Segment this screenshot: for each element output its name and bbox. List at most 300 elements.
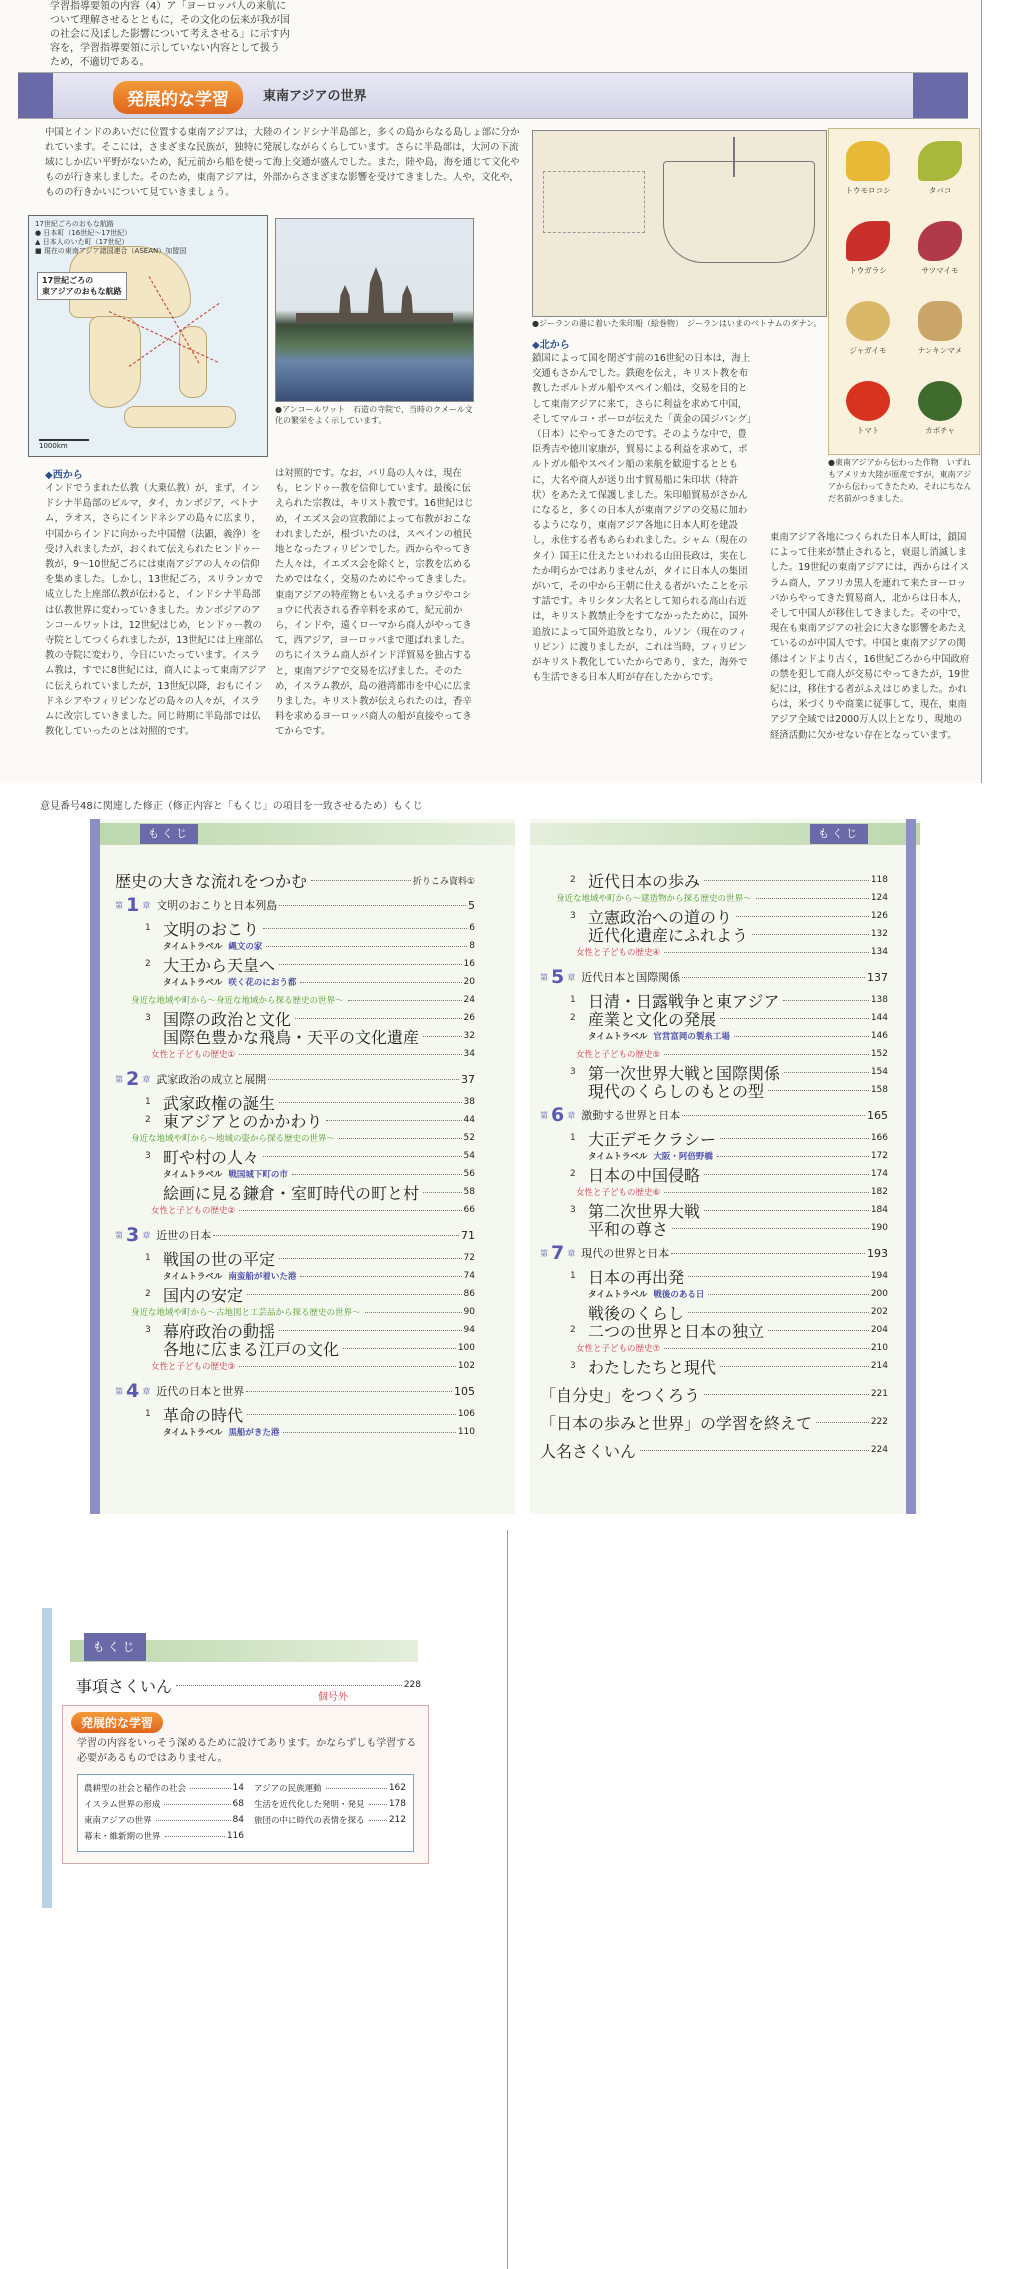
advanced-topic-row[interactable] xyxy=(84,1781,244,1795)
advanced-topic-row[interactable] xyxy=(254,1797,406,1811)
toc-title-text: 革命の時代 xyxy=(163,1405,244,1425)
page-number: 72 xyxy=(463,1253,475,1263)
page-number: 214 xyxy=(870,1361,888,1371)
toc-sec-row[interactable] xyxy=(145,1249,475,1269)
toc-sec-row[interactable] xyxy=(145,1405,475,1425)
column-migrants: 東南アジア各地につくられた日本人町は，鎖国によって往来が禁止されると，衰退し消滅しました。19世紀の東南アジアには，西からはイスラム商人，アフリカ黒人を連れて来たヨーロッパからやってきた貿易商人，北からは日本人，そして中国人が移住してきました。その中で，現在も東南アジアの社会に大きな影響をあたえているのが中国人です。中国と東南アジアの関係はインドより古く，16世紀ごろから中国政府の禁を犯して商人が交易にやってきたが，19世紀には，移住する者がふえはじめました。かれらは，米づくりや商業に従事して，現在，東南アジア全域では2000万人以上となり，現地の経済活動に欠かせない存在となっています。 xyxy=(770,532,970,741)
toc-title-text: 戦国城下町の市 xyxy=(228,1170,288,1180)
toc-title xyxy=(576,1342,662,1354)
toc-red-row[interactable] xyxy=(576,945,888,959)
toc-title-text: 身近な地域や町から～古地図と工芸品から探る歴史の世界～ xyxy=(131,1308,361,1318)
page-number: 56 xyxy=(463,1169,475,1179)
toc-green-row[interactable] xyxy=(131,1305,475,1319)
town-drawing xyxy=(543,171,645,233)
chapter-suffix: 章 xyxy=(567,972,576,982)
toc-title xyxy=(588,869,702,892)
toc-sec-row[interactable] xyxy=(570,991,888,1011)
page-number: 178 xyxy=(388,1799,406,1809)
column-religion: は対照的です。なお，バリ島の人々は，現在も，ヒンドゥー教を信仰しています。最後に伝えられた宗教は，キリスト教です。16世紀はじめ，イエズス会の宣教師によって布教がおこなわれましたが，根づいたのは，スペインの植民地となったフィリピンでした。西からやってきた人々は，イエズス会を除くと，宗教を広めるためではなく，交易のためにやってきました。東南アジアの特産物ともいえるチョウジやコショウに代表される香辛料を求めて，紀元前から，インドや，遠くローマから商人がやってきて，西アジア，ヨーロッパまで運ばれました。のちにイスラム商人がインド洋貿易を独占すると，東南アジアで交易を広げました。そのため，イスラム教が，島の港湾都市を中心に広まりました。キリスト教が伝えられたのは，香辛料を求めるヨーロッパ商人の船が直接やってきてからです。 xyxy=(275,468,474,738)
page-number: 68 xyxy=(232,1799,244,1809)
toc-time-row[interactable] xyxy=(588,1287,888,1301)
toc-title-text: 「自分史」をつくろう xyxy=(540,1385,701,1405)
chapter-suffix: 章 xyxy=(567,1110,576,1120)
toc-sec-row[interactable] xyxy=(145,1093,475,1113)
page-number: 90 xyxy=(463,1307,475,1317)
toc-title-text: 官営富岡の製糸工場 xyxy=(653,1032,730,1042)
page-number: 8 xyxy=(469,941,475,951)
page-edge-bar xyxy=(42,1608,52,1908)
toc-sec-row[interactable] xyxy=(570,1129,888,1149)
toc-red-row[interactable] xyxy=(576,1047,888,1061)
page-number: 38 xyxy=(463,1097,475,1107)
topic-title: 幕末・維新期の世界 xyxy=(84,1832,161,1842)
toc-title xyxy=(540,1383,702,1406)
page-number: 110 xyxy=(457,1427,475,1437)
contents-continued-page xyxy=(0,1530,508,2269)
crop-item: トマト xyxy=(833,373,903,453)
advanced-topic-row[interactable] xyxy=(84,1829,244,1843)
toc-title-text: 黒船がきた港 xyxy=(228,1428,280,1438)
page-number: 152 xyxy=(870,1049,888,1059)
toc-title xyxy=(163,1145,261,1168)
toc-sec-row[interactable] xyxy=(145,919,475,939)
page-number: 24 xyxy=(463,995,475,1005)
toc-green-row[interactable] xyxy=(131,1131,475,1145)
page-number: 105 xyxy=(454,1384,475,1398)
time-travel-label: タイムトラベル xyxy=(588,1152,648,1162)
toc-title xyxy=(588,1288,706,1300)
toc-title xyxy=(163,1025,421,1048)
toc-title-text: 国際の政治と文化 xyxy=(163,1009,292,1029)
page-number: 34 xyxy=(463,1049,475,1059)
page-number: 118 xyxy=(870,875,888,885)
textbook-page-southeast-asia xyxy=(0,0,982,784)
toc-title-text: 二つの世界と日本の独立 xyxy=(588,1321,765,1341)
toc-title-text: 町や村の人々 xyxy=(163,1147,260,1167)
page-number: 204 xyxy=(870,1325,888,1335)
banner-left-block xyxy=(18,73,53,118)
toc-title-text: 咲く花のにおう都 xyxy=(228,978,297,988)
chapter-number: 1 xyxy=(126,894,140,916)
toc-title-text: 産業と文化の発展 xyxy=(588,1009,717,1029)
toc-title-text: 現代のくらしのもとの型 xyxy=(588,1081,765,1101)
toc-sec-row[interactable] xyxy=(570,1165,888,1185)
toc-title-text: 人名さくいん xyxy=(540,1441,637,1461)
toc-time-row[interactable] xyxy=(163,1167,475,1181)
chapter-number: 5 xyxy=(551,966,565,988)
toc-title xyxy=(163,1337,341,1360)
chapter-prefix: 第 xyxy=(540,1110,548,1120)
toc-sec-row[interactable] xyxy=(570,1009,888,1029)
page-number: 165 xyxy=(867,1108,888,1122)
toc-title xyxy=(163,1403,245,1426)
section-number: 2 xyxy=(145,1289,151,1299)
page-number: 154 xyxy=(870,1067,888,1077)
page-number: 221 xyxy=(870,1389,888,1399)
toc-red-row[interactable] xyxy=(151,1359,475,1373)
toc-title xyxy=(163,1426,281,1438)
toc-title xyxy=(540,1439,638,1462)
toc-time-row[interactable] xyxy=(163,1425,475,1439)
toc-title-text: 大阪・阿倍野橋 xyxy=(653,1152,713,1162)
section-number: 3 xyxy=(570,1205,576,1215)
toc-title-text: 女性と子どもの歴史④ xyxy=(576,948,661,958)
page-number: 134 xyxy=(870,947,888,957)
page-number: 126 xyxy=(870,911,888,921)
toc-title-text: 女性と子どもの歴史⑦ xyxy=(576,1344,661,1354)
revision-note: 学習指導要領の内容（4）ア「ヨーロッパ人の来航に ついて理解させるとともに，その文化の伝来が我が国 の社会に及ぼした影響について考えさせる」に示す内 容を，学習指導要領に示していない内容として扱う ため，不適切である。 xyxy=(50,1,290,68)
toc-title-text: 第一次世界大戦と国際関係 xyxy=(588,1063,781,1083)
chapter-row[interactable] xyxy=(540,967,888,987)
page-number: 124 xyxy=(870,893,888,903)
toc-title-text: 女性と子どもの歴史⑤ xyxy=(576,1050,661,1060)
topic-title: 旅団の中に時代の表情を探る xyxy=(254,1816,365,1826)
advanced-learning-badge: 発展的な学習 xyxy=(113,81,243,114)
time-travel-label: タイムトラベル xyxy=(163,978,223,988)
toc-green-row[interactable] xyxy=(131,993,475,1007)
chapter-suffix: 章 xyxy=(142,1230,151,1240)
chapter-prefix: 第 xyxy=(115,900,123,910)
crop-item: タバコ xyxy=(905,133,975,213)
toc-title-text: 東アジアとのかかわり xyxy=(163,1111,323,1131)
toc-title xyxy=(588,1163,702,1186)
page-number: 212 xyxy=(388,1815,406,1825)
crop-item: カボチャ xyxy=(905,373,975,453)
chapter-row[interactable] xyxy=(115,1225,475,1245)
page-number: 20 xyxy=(463,977,475,987)
scroll-caption: ●ジーランの港に着いた朱印船（絵巻物） ジーランはいまのベトナムのダナン。 xyxy=(532,319,822,328)
section-number: 1 xyxy=(145,1097,151,1107)
toc-sub-row[interactable] xyxy=(163,1027,475,1047)
angkor-wat-photo xyxy=(275,218,474,402)
toc-title-text: 身近な地域や町から～地域の姿から探る歴史の世界～ xyxy=(131,1134,336,1144)
toc-title-text: 近代化遺産にふれよう xyxy=(588,925,749,945)
toc-title xyxy=(115,869,309,892)
table-of-contents-page xyxy=(0,783,1018,1530)
chapter-suffix: 章 xyxy=(567,1248,576,1258)
chapter-row[interactable] xyxy=(115,1069,475,1089)
toc-title xyxy=(131,994,346,1006)
section-subtitle: 東南アジアの世界 xyxy=(263,89,367,104)
page-number: 71 xyxy=(461,1228,475,1242)
toc-title-text: 立憲政治への道のり xyxy=(588,907,733,927)
chapter-number: 3 xyxy=(126,1224,140,1246)
toc-title xyxy=(163,917,261,940)
toc-sec-row[interactable] xyxy=(570,1267,888,1287)
topic-title: 農耕型の社会と稲作の社会 xyxy=(84,1784,187,1794)
chapter-suffix: 章 xyxy=(142,1074,151,1084)
page-number: 146 xyxy=(870,1031,888,1041)
toc-plain-row[interactable] xyxy=(540,1413,888,1433)
toc-title xyxy=(163,976,298,988)
toc-title-text: 戦国の世の平定 xyxy=(163,1249,276,1269)
toc-title xyxy=(576,1048,662,1060)
toc-red-row[interactable] xyxy=(151,1047,475,1061)
scroll-painting xyxy=(532,130,827,317)
time-travel-label: タイムトラベル xyxy=(588,1290,648,1300)
chapter-prefix: 第 xyxy=(540,972,548,982)
toc-title xyxy=(588,1217,670,1240)
chapter-title: 近代の日本と世界 xyxy=(156,1385,245,1398)
toc-time-row[interactable] xyxy=(588,1149,888,1163)
section-number: 2 xyxy=(570,875,576,885)
page-number: 193 xyxy=(867,1246,888,1260)
toc-title xyxy=(588,1127,718,1150)
section-banner xyxy=(18,72,968,119)
chapter-row[interactable] xyxy=(540,1243,888,1263)
toc-sec-row[interactable] xyxy=(570,1357,888,1377)
page-number: 116 xyxy=(226,1831,244,1841)
toc-sub-row[interactable] xyxy=(588,1219,888,1239)
advanced-topic-row[interactable] xyxy=(84,1797,244,1811)
time-travel-label: タイムトラベル xyxy=(163,1428,223,1438)
page-number: 折りこみ資料① xyxy=(412,876,475,887)
toc-plain-row[interactable] xyxy=(540,1385,888,1405)
chapter-title: 近代日本と国際関係 xyxy=(581,971,681,984)
advanced-learning-desc: 学習の内容をいっそう深めるために設けてあります。かならずしも学習する必要があるものではありません。 xyxy=(77,1738,417,1764)
toc-red-row[interactable] xyxy=(151,1203,475,1217)
section-number: 2 xyxy=(570,1013,576,1023)
ship-drawing xyxy=(663,161,815,263)
page-number: 86 xyxy=(463,1289,475,1299)
toc-title xyxy=(576,946,662,958)
toc-title-text: 大王から天皇へ xyxy=(163,955,276,975)
toc-plain-row[interactable] xyxy=(540,1441,888,1461)
section-number: 1 xyxy=(570,1271,576,1281)
page-number: 158 xyxy=(870,1085,888,1095)
page-number: 106 xyxy=(457,1409,475,1419)
toc-sec-row[interactable] xyxy=(145,955,475,975)
chapter-number: 6 xyxy=(551,1104,565,1126)
chapter-suffix: 章 xyxy=(142,1386,151,1396)
chapter-row[interactable] xyxy=(115,895,475,915)
section-number: 2 xyxy=(145,1115,151,1125)
topic-title: 東南アジアの世界 xyxy=(84,1816,152,1826)
crop-item: サツマイモ xyxy=(905,213,975,293)
section-number: 1 xyxy=(570,1133,576,1143)
chapter-number: 7 xyxy=(551,1242,565,1264)
toc-sec-row[interactable] xyxy=(570,871,888,891)
toc-title-text: 大正デモクラシー xyxy=(588,1129,717,1149)
toc-title-text: 国内の安定 xyxy=(163,1285,244,1305)
column-heading-west: ◆西から xyxy=(45,470,83,481)
crop-item: トウガラシ xyxy=(833,213,903,293)
page-number: 102 xyxy=(457,1361,475,1371)
page-number: 84 xyxy=(232,1815,244,1825)
toc-green-row[interactable] xyxy=(556,891,888,905)
toc-sec-row[interactable] xyxy=(570,907,888,927)
toc-red-row[interactable] xyxy=(576,1185,888,1199)
chapter-prefix: 第 xyxy=(115,1230,123,1240)
chapter-prefix: 第 xyxy=(540,1248,548,1258)
toc-title xyxy=(151,1048,237,1060)
toc-sub-row[interactable] xyxy=(588,1303,888,1323)
toc-sec-row[interactable] xyxy=(145,1111,475,1131)
page-number: 200 xyxy=(870,1289,888,1299)
page-number: 144 xyxy=(870,1013,888,1023)
chapter-title: 激動する世界と日本 xyxy=(581,1109,681,1122)
chapter-title: 現代の世界と日本 xyxy=(581,1247,670,1260)
page-number: 52 xyxy=(463,1133,475,1143)
toc-title xyxy=(588,1007,718,1030)
page-number: 74 xyxy=(463,1271,475,1281)
toc-title-text: 縄文の家 xyxy=(228,942,263,952)
temple-base xyxy=(296,313,453,323)
chapter-prefix: 第 xyxy=(115,1074,123,1084)
toc-title-text: 女性と子どもの歴史⑥ xyxy=(576,1188,661,1198)
toc-sec-row[interactable] xyxy=(145,1147,475,1167)
page-number: 174 xyxy=(870,1169,888,1179)
page-number: 66 xyxy=(463,1205,475,1215)
toc-time-row[interactable] xyxy=(163,975,475,989)
toc-sec-row[interactable] xyxy=(145,1285,475,1305)
time-travel-label: タイムトラベル xyxy=(163,1170,223,1180)
section-number: 3 xyxy=(145,1325,151,1335)
toc-sec-row[interactable] xyxy=(570,1321,888,1341)
page-number: 137 xyxy=(867,970,888,984)
toc-title-text: 日清・日露戦争と東アジア xyxy=(588,991,780,1011)
topic-title: イスラム世界の形成 xyxy=(84,1800,161,1810)
toc-title-text: 「日本の歩みと世界」の学習を終えて xyxy=(540,1413,813,1433)
toc-sec-row[interactable] xyxy=(570,1201,888,1221)
page-number: 32 xyxy=(463,1031,475,1041)
toc-title-text: 身近な地域や町から～身近な地域から探る歴史の世界～ xyxy=(131,996,344,1006)
toc-title-text: 国際色豊かな飛鳥・天平の文化遺産 xyxy=(163,1027,420,1047)
chapter-row[interactable] xyxy=(540,1105,888,1125)
toc-title-text: わたしたちと現代 xyxy=(588,1357,717,1377)
column-north: 鎖国によって国を閉ざす前の16世紀の日本は，海上交通もさかんでした。鉄砲を伝え，キリスト教を布教したポルトガル船やスペイン船は，交易を目的として東南アジアに来て，さらに利益を求めて中国，そしてマルコ・ポーロが伝えた「黄金の国ジパング」（日本）にやってきたのです。そのような中で，豊臣秀吉や徳川家康が，貿易による利益を求めて，ポルトガル船やスペイン船の来航を歓迎するとともに，大名や商人が送り出す貿易船に朱印状（特許状）をあたえて保護しました。朱印船貿易がさかんになると，多くの日本人が東南アジアの交易に加わるようになり，東南アジア各地に日本人町を建設し，永住する者もあらわれました。シャム（現在のタイ）国王に仕えたといわれる山田長政は，実在したか明らかではありませんが，タイに日本人の集団がいて，その中から王朝に仕える者がいたことを示す話です。キリシタン大名として知られる高山右近は，キリスト教禁止令をすてなかったために，国外追放によって国外追放となり，ルソン（現在のフィリピン）に渡りましたが，これは当時，フィリピンがキリスト教化していたからであり，また，海外でも生活できる日本人町が存在したからです。 xyxy=(532,353,752,684)
mokuji-label-left: もくじ xyxy=(140,824,198,844)
trade-route-map xyxy=(28,215,268,457)
toc-title xyxy=(131,1306,363,1318)
toc-title-text: 身近な地域や町から～建造物から探る歴史の世界～ xyxy=(556,894,752,904)
page-number: 16 xyxy=(463,959,475,969)
advanced-topic-row[interactable] xyxy=(84,1813,244,1827)
mokuji-label-right: もくじ xyxy=(810,824,868,844)
page-number: 172 xyxy=(870,1151,888,1161)
section-number: 2 xyxy=(570,1325,576,1335)
chapter-suffix: 章 xyxy=(142,900,151,910)
toc-sub-row[interactable] xyxy=(163,1183,475,1203)
toc-time-row[interactable] xyxy=(588,1029,888,1043)
chapter-number: 4 xyxy=(126,1380,140,1402)
section-number: 2 xyxy=(570,1169,576,1179)
toc-sub-row[interactable] xyxy=(163,1339,475,1359)
advanced-topic-row[interactable] xyxy=(254,1813,406,1827)
intro-paragraph: 中国とインドのあいだに位置する東南アジアは，大陸のインドシナ半島部と，多くの島からなる島しょ部に分かれています。そこには，さまざまな民族が，独特に発展しながらくらしています。さらに半島部は，大河の下流域にしか広い平野がないため，紀元前から船を使って海上交通が盛んでした。また，陸や島，海を通じて文化やものが行き来しました。そのため，東南アジアは，外部からさまざまな影響を受けてきました。人や，文化や，ものの行きかいについて見ていきましょう。 xyxy=(45,127,520,198)
toc-sub-row[interactable] xyxy=(588,1081,888,1101)
toc-title xyxy=(163,1181,421,1204)
page-number: 132 xyxy=(870,929,888,939)
page-number: 6 xyxy=(469,923,475,933)
toc-title xyxy=(163,1168,290,1180)
page-number: 222 xyxy=(870,1417,888,1427)
page-number: 54 xyxy=(463,1151,475,1161)
page-number: 100 xyxy=(457,1343,475,1353)
toc-title-text: 歴史の大きな流れをつかむ xyxy=(115,871,308,891)
toc-sec-row[interactable] xyxy=(570,1063,888,1083)
column-west: インドでうまれた仏教（大乗仏教）が，まず，インドシナ半島部のビルマ，タイ，カンボジア，ベトナム，ラオス，さらにインドネシアの島々に広まり，中国からインドに向かった中国僧（法顕，義浄）を受け入れましたが，おくれて伝えられたヒンドゥー教が，9～10世紀ごろには東南アジアの人々の信仰を集めました。しかし，13世紀ごろ，スリランカで成立した上座部仏教が伝わると，インドシナ半島部は仏教世界に変わっていきました。カンボジアのアンコールワットは，12世紀はじめ，ヒンドゥー教の寺院としてつくられましたが，13世紀には上座部仏教の寺院に変わり，今日にいたっています。イスラム教は，すでに8世紀には，商人によって東南アジアに伝えられていましたが，13世紀以降，おもにインドネシアやフィリピンなどの島々の人々が，イスラムに改宗していきました。同じ時期に半島部では仏教化していったのとは対照的です。 xyxy=(45,483,267,738)
time-travel-label: タイムトラベル xyxy=(588,1032,648,1042)
toc-red-row[interactable] xyxy=(576,1341,888,1355)
toc-title xyxy=(151,1204,237,1216)
page-number: 224 xyxy=(870,1445,888,1455)
page-number: 194 xyxy=(870,1271,888,1281)
toc-title-text: 近代日本の歩み xyxy=(588,871,701,891)
chapter-row[interactable] xyxy=(115,1381,475,1401)
section-number: 3 xyxy=(145,1151,151,1161)
chapter-title: 近世の日本 xyxy=(156,1229,212,1242)
angkor-caption: ●アンコールワット 石造の寺院で，当時のクメール文化の繁栄をよく示しています。 xyxy=(275,405,473,425)
page-number: 162 xyxy=(388,1783,406,1793)
chapter-title: 武家政治の成立と展開 xyxy=(156,1073,267,1086)
toc-title xyxy=(588,1030,732,1042)
page-number: 94 xyxy=(463,1325,475,1335)
toc-title-text: 日本の中国侵略 xyxy=(588,1165,701,1185)
toc-title-text: 南蛮船が着いた港 xyxy=(228,1272,297,1282)
map-scale: 1000km xyxy=(39,439,89,450)
section-number: 1 xyxy=(145,1253,151,1263)
toc-title-text: 文明のおこり xyxy=(163,919,260,939)
page-number: 210 xyxy=(870,1343,888,1353)
crop-item: ジャガイモ xyxy=(833,293,903,373)
page-number: 182 xyxy=(870,1187,888,1197)
toc-title-text: 戦後のある日 xyxy=(653,1290,705,1300)
toc-sec-row[interactable] xyxy=(145,1321,475,1341)
index-row[interactable]: 事項さくいん 228 xyxy=(76,1676,421,1696)
toc-title xyxy=(588,1150,715,1162)
page-number: 58 xyxy=(463,1187,475,1197)
toc-title-text: 絵画に見る鎌倉・室町時代の町と村 xyxy=(163,1183,420,1203)
crop-item: トウモロコシ xyxy=(833,133,903,213)
page-number: 26 xyxy=(463,1013,475,1023)
map-legend: 17世紀ごろのおもな航路 ● 日本町（16世紀～17世紀） ▲ 日本人のいた町（17世紀） ■ 現在の東南アジア諸国連合（ASEAN）加盟国 xyxy=(35,220,187,255)
toc-title-text: 武家政権の誕生 xyxy=(163,1093,276,1113)
section-number: 1 xyxy=(145,923,151,933)
toc-title xyxy=(151,1360,237,1372)
advanced-learning-badge: 発展的な学習 xyxy=(71,1712,163,1733)
toc-title-text: 女性と子どもの歴史② xyxy=(151,1206,236,1216)
advanced-topic-row[interactable] xyxy=(254,1781,406,1795)
advanced-learning-box xyxy=(62,1705,429,1864)
toc-title-text: 女性と子どもの歴史③ xyxy=(151,1362,236,1372)
mokuji-label: もくじ xyxy=(84,1633,146,1661)
toc-title-text: 幕府政治の動揺 xyxy=(163,1321,276,1341)
topic-title: 生活を近代化した発明・発見 xyxy=(254,1800,365,1810)
ship-mast xyxy=(733,137,735,177)
chapter-number: 2 xyxy=(126,1068,140,1090)
crop-item: ナンキンマメ xyxy=(905,293,975,373)
temple-tower xyxy=(364,267,388,319)
toc-time-row[interactable] xyxy=(163,939,475,953)
toc-title xyxy=(163,1270,298,1282)
toc-sub-row[interactable] xyxy=(588,925,888,945)
map-landmass xyxy=(124,406,236,428)
page-number: 138 xyxy=(870,995,888,1005)
page-number: 190 xyxy=(870,1223,888,1233)
toc-title-text: 平和の尊さ xyxy=(588,1219,669,1239)
toc-sec-row[interactable] xyxy=(145,1009,475,1029)
toc-time-row[interactable] xyxy=(163,1269,475,1283)
section-number: 3 xyxy=(570,1361,576,1371)
section-number: 3 xyxy=(570,911,576,921)
section-number: 1 xyxy=(570,995,576,1005)
page-number: 166 xyxy=(870,1133,888,1143)
correction-mark: 個号外 xyxy=(318,1692,348,1703)
toc-plain-row[interactable] xyxy=(115,871,475,891)
section-number: 1 xyxy=(145,1409,151,1419)
banner-right-block xyxy=(913,73,968,118)
